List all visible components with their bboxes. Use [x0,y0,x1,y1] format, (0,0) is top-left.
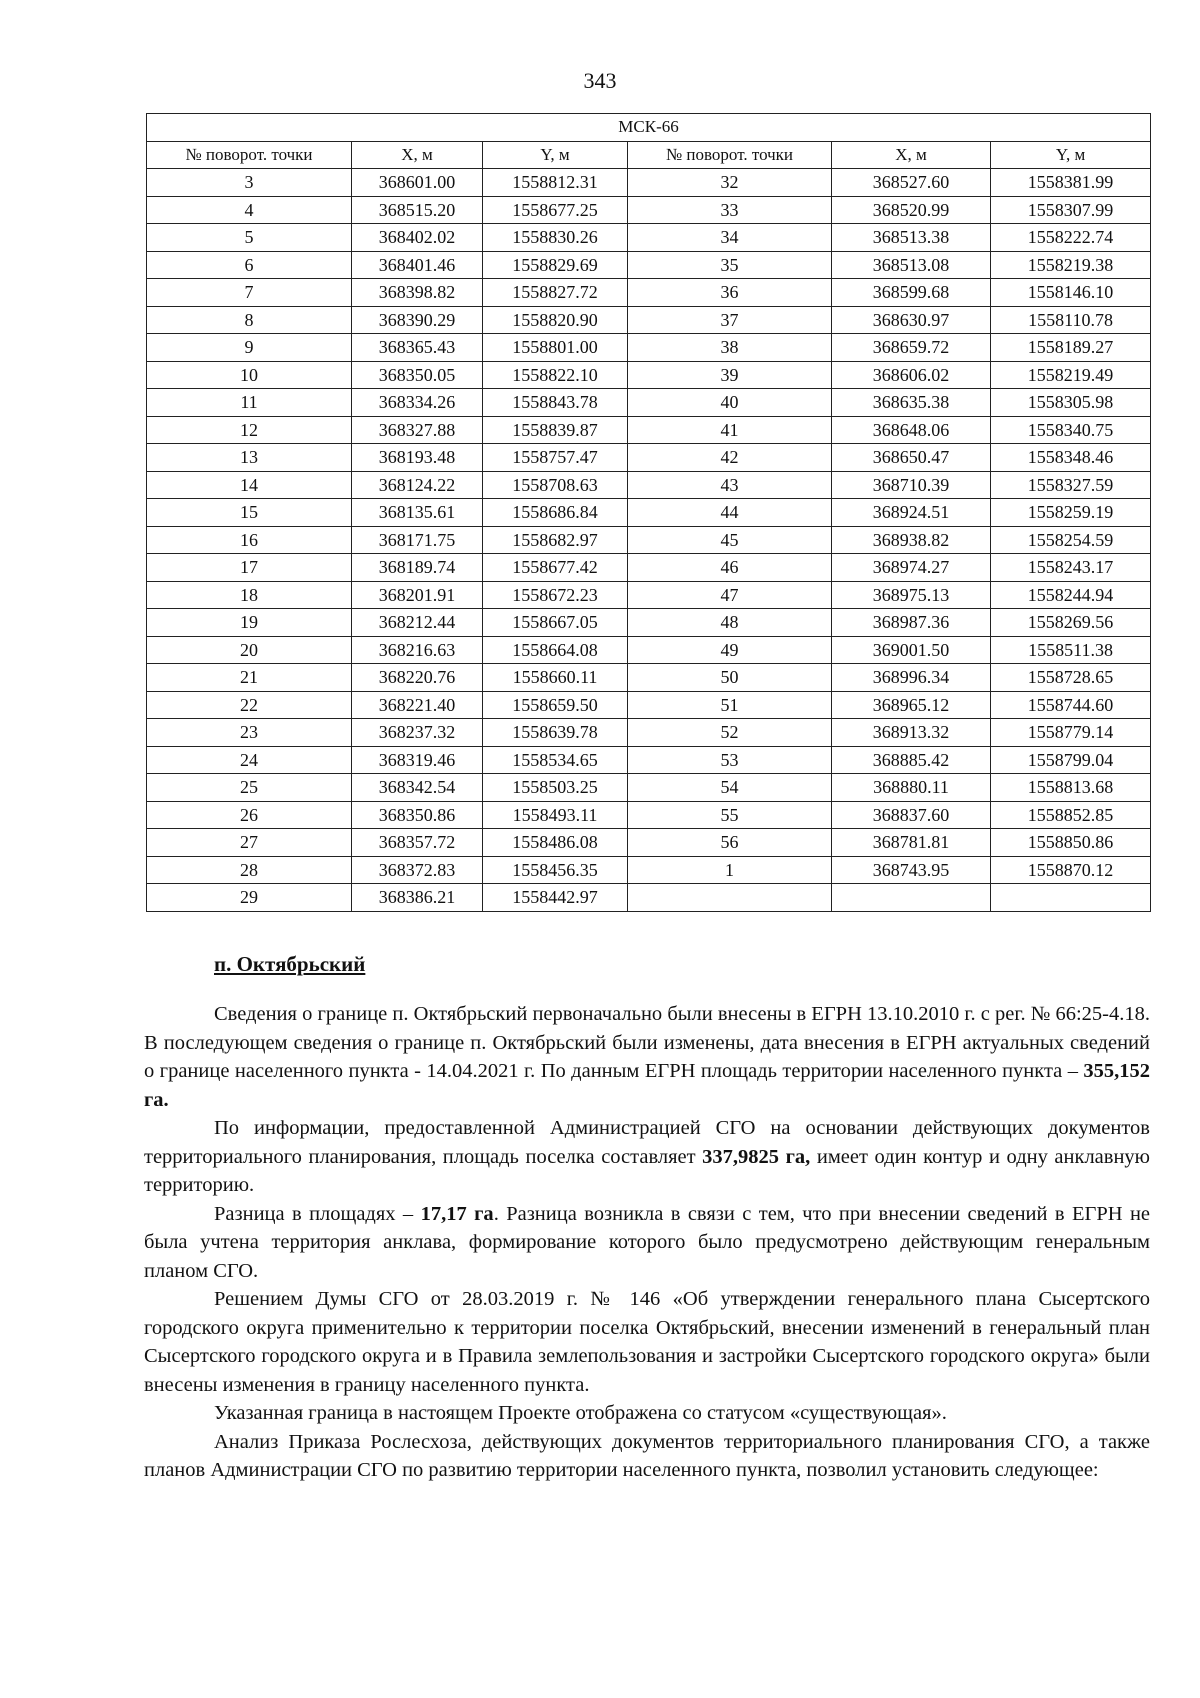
col-header-point: № поворот. точки [147,141,352,169]
table-cell: 3 [147,169,352,197]
table-cell: 368924.51 [832,499,991,527]
table-cell: 48 [628,609,832,637]
table-cell: 1558813.68 [991,774,1151,802]
table-cell: 1558189.27 [991,334,1151,362]
table-row [147,884,1151,912]
table-cell: 7 [147,279,352,307]
table-cell: 53 [628,746,832,774]
table-cell: 1558820.90 [483,306,628,334]
table-cell: 368124.22 [352,471,483,499]
table-cell: 33 [628,196,832,224]
table-row [147,554,1151,582]
table-cell: 368938.82 [832,526,991,554]
table-cell: 368342.54 [352,774,483,802]
table-cell [832,884,991,912]
table-cell: 49 [628,636,832,664]
table-cell: 369001.50 [832,636,991,664]
paragraph: Указанная граница в настоящем Проекте отображена со статусом «существующая». [214,1402,947,1424]
table-cell: 368659.72 [832,334,991,362]
table-row [147,774,1151,802]
table-cell: 1558381.99 [991,169,1151,197]
table-cell: 368319.46 [352,746,483,774]
table-cell: 1558327.59 [991,471,1151,499]
paragraph-text: По информации, предоставленной Администрацией СГО на основании действующих документов территориального планирования, площадь поселка составляет [144,1117,1150,1168]
table-cell: 368386.21 [352,884,483,912]
table-cell: 368171.75 [352,526,483,554]
table-cell: 17 [147,554,352,582]
table-cell: 1558757.47 [483,444,628,472]
table-row [147,636,1151,664]
table-cell: 1558305.98 [991,389,1151,417]
table-cell: 368513.08 [832,251,991,279]
area-value: 355,152 га. [144,1060,1150,1111]
table-row [147,499,1151,527]
table-cell: 34 [628,224,832,252]
table-cell: 368601.00 [352,169,483,197]
table-row [147,389,1151,417]
table-cell: 1558779.14 [991,719,1151,747]
table-cell: 1558686.84 [483,499,628,527]
table-cell: 368965.12 [832,691,991,719]
table-cell: 368781.81 [832,829,991,857]
table-cell: 1558259.19 [991,499,1151,527]
table-cell: 27 [147,829,352,857]
area-difference: 17,17 га [420,1202,494,1225]
col-header-point: № поворот. точки [628,141,832,169]
table-cell: 1558852.85 [991,801,1151,829]
table-cell: 1558340.75 [991,416,1151,444]
table-cell: 1558682.97 [483,526,628,554]
table-cell: 368743.95 [832,856,991,884]
table-cell: 35 [628,251,832,279]
table-cell: 52 [628,719,832,747]
table-cell: 1558728.65 [991,664,1151,692]
table-cell: 368334.26 [352,389,483,417]
table-cell: 25 [147,774,352,802]
table-cell: 24 [147,746,352,774]
table-row [147,361,1151,389]
table-cell: 1558667.05 [483,609,628,637]
table-cell: 26 [147,801,352,829]
table-cell: 1 [628,856,832,884]
table-cell: 12 [147,416,352,444]
paragraph [144,1000,1150,1114]
table-cell: 1558830.26 [483,224,628,252]
table-cell: 13 [147,444,352,472]
table-cell: 1558850.86 [991,829,1151,857]
col-header-x: X, м [832,141,991,169]
area-value: 337,9825 га, [702,1145,811,1168]
table-cell: 44 [628,499,832,527]
table-row [147,169,1151,197]
table-cell: 11 [147,389,352,417]
table-cell: 1558348.46 [991,444,1151,472]
table-cell: 1558660.11 [483,664,628,692]
table-cell: 1558843.78 [483,389,628,417]
table-cell: 1558827.72 [483,279,628,307]
table-cell: 368221.40 [352,691,483,719]
table-cell: 368606.02 [832,361,991,389]
table-cell: 368216.63 [352,636,483,664]
table-cell: 1558839.87 [483,416,628,444]
paragraph-text: Разница в площадях – [214,1202,421,1225]
table-cell: 1558677.42 [483,554,628,582]
table-cell: 22 [147,691,352,719]
table-row [147,196,1151,224]
coordinate-system-header: МСК-66 [147,114,1151,142]
table-cell: 368357.72 [352,829,483,857]
table-header-row [147,141,1151,169]
table-cell: 5 [147,224,352,252]
table-cell: 1558870.12 [991,856,1151,884]
table-cell: 1558812.31 [483,169,628,197]
table-body [147,169,1151,912]
table-cell: 368402.02 [352,224,483,252]
table-cell: 50 [628,664,832,692]
table-cell: 37 [628,306,832,334]
table-cell: 19 [147,609,352,637]
col-header-x: X, м [352,141,483,169]
table-cell: 1558829.69 [483,251,628,279]
table-cell: 1558822.10 [483,361,628,389]
table-cell: 1558442.97 [483,884,628,912]
paragraph: Анализ Приказа Рослесхоза, действующих документов территориального планирования СГО, а также планов Администрации СГО по развитию территории населенного пункта, позволил установить следующее: [144,1430,1150,1481]
table-cell: 18 [147,581,352,609]
table-cell: 46 [628,554,832,582]
table-cell: 1558269.56 [991,609,1151,637]
table-cell: 368880.11 [832,774,991,802]
table-cell [991,884,1151,912]
table-cell: 45 [628,526,832,554]
paragraph: Решением Думы СГО от 28.03.2019 г. № 146 «Об утверждении генерального плана Сысертского городского округа применительно к территории поселка Октябрьский, внесении изменений в генеральный план Сысертского городского округа и в Правила землепользования и застройки Сысертского городского округа» были внесены изменения в границу населенного пункта. [144,1288,1150,1396]
table-cell: 1558672.23 [483,581,628,609]
table-cell: 51 [628,691,832,719]
table-cell: 1558801.00 [483,334,628,362]
table-cell: 29 [147,884,352,912]
paragraph-text: . Разница возникла в связи с тем, что при внесении сведений в ЕГРН не была учтена территория анклава, формирование которого было предусмотрено действующим генеральным планом СГО. [144,1202,1151,1282]
table-cell: 368650.47 [832,444,991,472]
table-row [147,279,1151,307]
table-cell: 368365.43 [352,334,483,362]
table-cell: 1558219.49 [991,361,1151,389]
paragraph [144,1200,1150,1286]
table-cell: 368189.74 [352,554,483,582]
table-cell: 368390.29 [352,306,483,334]
table-row [147,306,1151,334]
table-cell: 47 [628,581,832,609]
table-row [147,829,1151,857]
table-cell: 368212.44 [352,609,483,637]
table-cell: 41 [628,416,832,444]
table-cell: 368515.20 [352,196,483,224]
table-row [147,334,1151,362]
table-cell: 1558110.78 [991,306,1151,334]
table-cell: 368350.86 [352,801,483,829]
table-cell: 1558664.08 [483,636,628,664]
table-cell: 368527.60 [832,169,991,197]
table-cell: 368648.06 [832,416,991,444]
table-cell: 1558456.35 [483,856,628,884]
table-cell: 1558243.17 [991,554,1151,582]
paragraph [144,1114,1150,1200]
table-cell: 1558744.60 [991,691,1151,719]
table-cell: 10 [147,361,352,389]
table-cell: 1558493.11 [483,801,628,829]
table-cell: 38 [628,334,832,362]
table-cell: 368398.82 [352,279,483,307]
table-cell: 1558307.99 [991,196,1151,224]
table-cell: 56 [628,829,832,857]
table-row [147,609,1151,637]
table-row [147,746,1151,774]
table-cell: 368350.05 [352,361,483,389]
table-cell: 20 [147,636,352,664]
table-cell: 368520.99 [832,196,991,224]
table-cell: 8 [147,306,352,334]
table-cell: 1558486.08 [483,829,628,857]
table-cell: 42 [628,444,832,472]
table-row [147,691,1151,719]
table-cell: 15 [147,499,352,527]
table-cell: 368885.42 [832,746,991,774]
col-header-y: Y, м [991,141,1151,169]
table-cell: 368220.76 [352,664,483,692]
table-cell: 1558503.25 [483,774,628,802]
table-cell: 368635.38 [832,389,991,417]
table-cell: 1558511.38 [991,636,1151,664]
table-cell: 55 [628,801,832,829]
table-row [147,801,1151,829]
table-cell [628,884,832,912]
table-row [147,856,1151,884]
table-cell: 368913.32 [832,719,991,747]
table-cell: 43 [628,471,832,499]
table-cell: 21 [147,664,352,692]
table-cell: 1558219.38 [991,251,1151,279]
table-cell: 368710.39 [832,471,991,499]
table-cell: 368996.34 [832,664,991,692]
table-cell: 368599.68 [832,279,991,307]
table-cell: 1558799.04 [991,746,1151,774]
body-text [144,1000,1150,1485]
table-cell: 368974.27 [832,554,991,582]
table-cell: 40 [628,389,832,417]
table-cell: 368975.13 [832,581,991,609]
table-cell: 368135.61 [352,499,483,527]
table-cell: 14 [147,471,352,499]
table-cell: 368837.60 [832,801,991,829]
table-row [147,581,1151,609]
table-cell: 368237.32 [352,719,483,747]
table-cell: 368987.36 [832,609,991,637]
table-cell: 368513.38 [832,224,991,252]
coordinates-table [146,113,1151,912]
table-cell: 1558244.94 [991,581,1151,609]
section-title: п. Октябрьский [214,952,366,976]
table-cell: 9 [147,334,352,362]
table-cell: 1558222.74 [991,224,1151,252]
table-cell: 368327.88 [352,416,483,444]
table-row [147,526,1151,554]
table-cell: 1558639.78 [483,719,628,747]
table-row [147,444,1151,472]
table-cell: 1558146.10 [991,279,1151,307]
table-cell: 6 [147,251,352,279]
table-row [147,471,1151,499]
table-row [147,664,1151,692]
paragraph-text: имеет один контур и одну анклавную территорию. [144,1145,1150,1196]
table-row [147,416,1151,444]
col-header-y: Y, м [483,141,628,169]
page-number: 343 [583,68,617,93]
table-cell: 23 [147,719,352,747]
table-row [147,251,1151,279]
table-cell: 1558254.59 [991,526,1151,554]
table-row [147,224,1151,252]
table-cell: 32 [628,169,832,197]
table-row [147,719,1151,747]
table-cell: 36 [628,279,832,307]
table-cell: 1558677.25 [483,196,628,224]
table-cell: 4 [147,196,352,224]
table-cell: 368401.46 [352,251,483,279]
table-cell: 1558708.63 [483,471,628,499]
table-cell: 1558534.65 [483,746,628,774]
table-cell: 368201.91 [352,581,483,609]
paragraph-text: Сведения о границе п. Октябрьский первоначально были внесены в ЕГРН 13.10.2010 г. с рег. № 66:25-4.18. В последующем сведения о границе п. Октябрьский были изменены, дата внесения в ЕГРН актуальных сведений о границе населенного пункта - 14.04.2021 г. По данным ЕГРН площадь территории населенного пункта – [144,1003,1150,1082]
table-cell: 368372.83 [352,856,483,884]
table-cell: 1558659.50 [483,691,628,719]
table-cell: 54 [628,774,832,802]
table-cell: 368193.48 [352,444,483,472]
table-cell: 16 [147,526,352,554]
table-cell: 28 [147,856,352,884]
table-cell: 39 [628,361,832,389]
table-cell: 368630.97 [832,306,991,334]
